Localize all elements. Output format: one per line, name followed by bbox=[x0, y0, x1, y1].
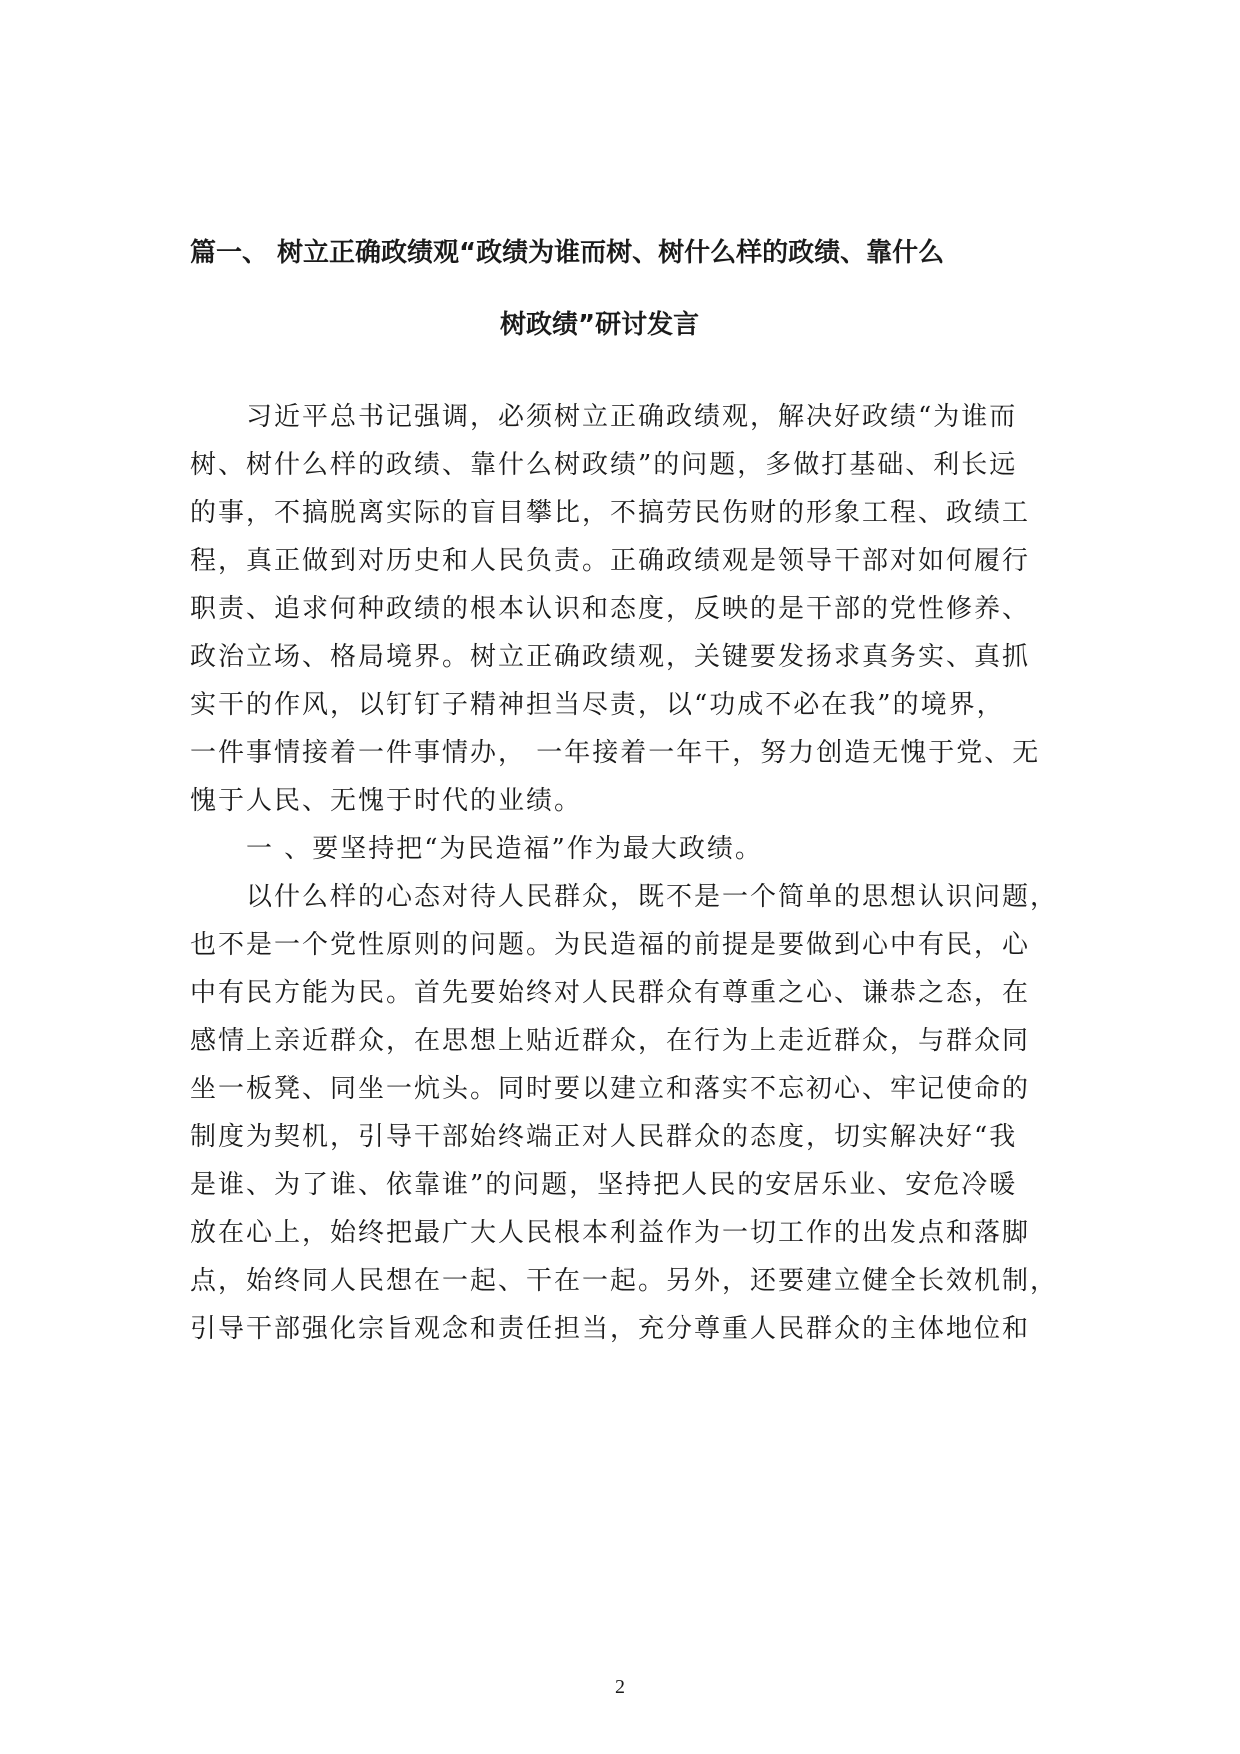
body-line: 是谁、为了谁、依靠谁”的问题，坚持把人民的安居乐业、安危冷暖 bbox=[190, 1170, 1018, 1200]
page-number: 2 bbox=[615, 1676, 625, 1698]
body-line: 程，真正做到对历史和人民负责。正确政绩观是领导干部对如何履行 bbox=[190, 546, 1031, 576]
body-line: 放在心上，始终把最广大人民根本利益作为一切工作的出发点和落脚 bbox=[190, 1218, 1031, 1248]
body-line: 制度为契机，引导干部始终端正对人民群众的态度，切实解决好“我 bbox=[190, 1122, 1018, 1152]
body-line: 政治立场、格局境界。树立正确政绩观，关键要发扬求真务实、真抓 bbox=[190, 642, 1031, 672]
body-line: 的事，不搞脱离实际的盲目攀比，不搞劳民伤财的形象工程、政绩工 bbox=[190, 498, 1031, 528]
body-line: 中有民方能为民。首先要始终对人民群众有尊重之心、谦恭之态，在 bbox=[190, 978, 1031, 1008]
section-heading: 一 、要坚持把“为民造福”作为最大政绩。 bbox=[190, 834, 763, 864]
body-line: 也不是一个党性原则的问题。为民造福的前提是要做到心中有民，心 bbox=[190, 930, 1031, 960]
body-line: 点，始终同人民想在一起、干在一起。另外，还要建立健全长效机制， bbox=[190, 1266, 1059, 1296]
document-title-line-1: 篇一、 树立正确政绩观“政绩为谁而树、树什么样的政绩、靠什么 bbox=[190, 238, 945, 268]
body-line: 习近平总书记强调，必须树立正确政绩观，解决好政绩“为谁而 bbox=[190, 402, 1018, 432]
body-line: 职责、追求何种政绩的根本认识和态度，反映的是干部的党性修养、 bbox=[190, 594, 1031, 624]
body-line: 引导干部强化宗旨观念和责任担当，充分尊重人民群众的主体地位和 bbox=[190, 1314, 1031, 1344]
body-line: 坐一板凳、同坐一炕头。同时要以建立和落实不忘初心、牢记使命的 bbox=[190, 1074, 1031, 1104]
body-line: 实干的作风，以钉钉子精神担当尽责，以“功成不必在我”的境界， bbox=[190, 690, 1005, 720]
body-line: 愧于人民、无愧于时代的业绩。 bbox=[190, 786, 583, 816]
document-title-line-2: 树政绩”研讨发言 bbox=[500, 310, 700, 340]
body-line: 一件事情接着一件事情办， 一年接着一年干，努力创造无愧于党、无 bbox=[190, 738, 1041, 768]
body-line: 树、树什么样的政绩、靠什么树政绩”的问题，多做打基础、利长远 bbox=[190, 450, 1018, 480]
body-line: 感情上亲近群众，在思想上贴近群众，在行为上走近群众，与群众同 bbox=[190, 1026, 1031, 1056]
body-line: 以什么样的心态对待人民群众，既不是一个简单的思想认识问题， bbox=[190, 882, 1059, 912]
